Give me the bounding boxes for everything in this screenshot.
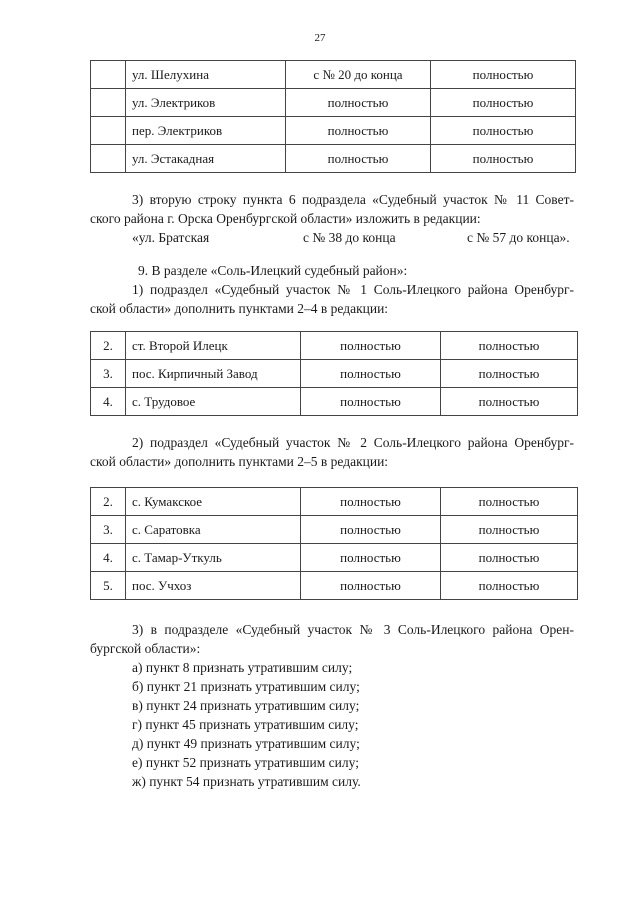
- table-row: [91, 145, 576, 173]
- streets-table: [90, 60, 576, 173]
- scope-cell: полностью: [301, 332, 441, 360]
- name-cell: ст. Второй Илецк: [126, 332, 301, 360]
- table-row: [91, 516, 578, 544]
- range-cell: полностью: [286, 117, 431, 145]
- scope-cell: полностью: [441, 488, 578, 516]
- name-cell: пос. Кирпичный Завод: [126, 360, 301, 388]
- scope-cell: полностью: [441, 516, 578, 544]
- list-item: д) пункт 49 признать утратившим силу;: [132, 736, 360, 751]
- item3-line1: 3) вторую строку пункта 6 подраздела «Судебный участок № 11 Совет-: [132, 192, 574, 207]
- table-row: [91, 388, 578, 416]
- list-item: г) пункт 45 признать утратившим силу;: [132, 717, 359, 732]
- table-row: [91, 488, 578, 516]
- num-cell: 2.: [91, 332, 126, 360]
- scope-cell: полностью: [301, 516, 441, 544]
- sub3-line1: 3) в подразделе «Судебный участок № 3 Соль-Илецкого района Орен-: [132, 622, 574, 637]
- num-cell: 3.: [91, 516, 126, 544]
- table-row: [91, 360, 578, 388]
- name-cell: с. Саратовка: [126, 516, 301, 544]
- status-cell: полностью: [431, 61, 576, 89]
- sub2-line2: ской области» дополнить пунктами 2–5 в редакции:: [90, 454, 389, 469]
- scope-cell: полностью: [301, 544, 441, 572]
- num-cell: [91, 89, 126, 117]
- sub2-line1: 2) подраздел «Судебный участок № 2 Соль-Илецкого района Оренбург-: [132, 435, 574, 450]
- range-cell: с № 20 до конца: [286, 61, 431, 89]
- num-cell: [91, 117, 126, 145]
- list-item: в) пункт 24 признать утратившим силу;: [132, 698, 360, 713]
- street-cell: ул. Эстакадная: [126, 145, 286, 173]
- scope-cell: полностью: [301, 388, 441, 416]
- scope-cell: полностью: [301, 488, 441, 516]
- name-cell: пос. Учхоз: [126, 572, 301, 600]
- quote-street: «ул. Братская: [132, 230, 210, 245]
- page-number: 27: [314, 32, 326, 44]
- list-item: ж) пункт 54 признать утратившим силу.: [132, 774, 361, 789]
- quote-to: с № 57 до конца».: [467, 230, 570, 245]
- num-cell: 4.: [91, 388, 126, 416]
- table-row: [91, 544, 578, 572]
- status-cell: полностью: [431, 117, 576, 145]
- sub3-line2: бургской области»:: [90, 641, 201, 656]
- num-cell: 2.: [91, 488, 126, 516]
- table-row: [91, 332, 578, 360]
- scope-cell: полностью: [441, 388, 578, 416]
- range-cell: полностью: [286, 145, 431, 173]
- status-cell: полностью: [431, 89, 576, 117]
- settlements-table-1: [90, 331, 578, 416]
- list-item: е) пункт 52 признать утратившим силу;: [132, 755, 359, 770]
- list-item: б) пункт 21 признать утратившим силу;: [132, 679, 360, 694]
- scope-cell: полностью: [441, 332, 578, 360]
- street-cell: ул. Шелухина: [126, 61, 286, 89]
- scope-cell: полностью: [441, 360, 578, 388]
- table-row: [91, 61, 576, 89]
- scope-cell: полностью: [441, 544, 578, 572]
- table-row: [91, 572, 578, 600]
- range-cell: полностью: [286, 89, 431, 117]
- num-cell: [91, 61, 126, 89]
- name-cell: с. Тамар-Уткуль: [126, 544, 301, 572]
- table-row: [91, 89, 576, 117]
- num-cell: 5.: [91, 572, 126, 600]
- scope-cell: полностью: [441, 572, 578, 600]
- table-row: [91, 117, 576, 145]
- scope-cell: полностью: [301, 360, 441, 388]
- num-cell: 3.: [91, 360, 126, 388]
- quote-from: с № 38 до конца: [303, 230, 396, 245]
- status-cell: полностью: [431, 145, 576, 173]
- scope-cell: полностью: [301, 572, 441, 600]
- street-cell: ул. Электриков: [126, 89, 286, 117]
- section9-sub1-line2: ской области» дополнить пунктами 2–4 в редакции:: [90, 301, 389, 316]
- section9-sub1-line1: 1) подраздел «Судебный участок № 1 Соль-Илецкого района Оренбург-: [132, 282, 574, 297]
- section9-heading: 9. В разделе «Соль-Илецкий судебный район»:: [138, 263, 408, 278]
- num-cell: [91, 145, 126, 173]
- item3-line2: ского района г. Орска Оренбургской области» изложить в редакции:: [90, 211, 481, 226]
- street-cell: пер. Электриков: [126, 117, 286, 145]
- name-cell: с. Кумакское: [126, 488, 301, 516]
- num-cell: 4.: [91, 544, 126, 572]
- list-item: а) пункт 8 признать утратившим силу;: [132, 660, 353, 675]
- name-cell: с. Трудовое: [126, 388, 301, 416]
- settlements-table-2: [90, 487, 578, 600]
